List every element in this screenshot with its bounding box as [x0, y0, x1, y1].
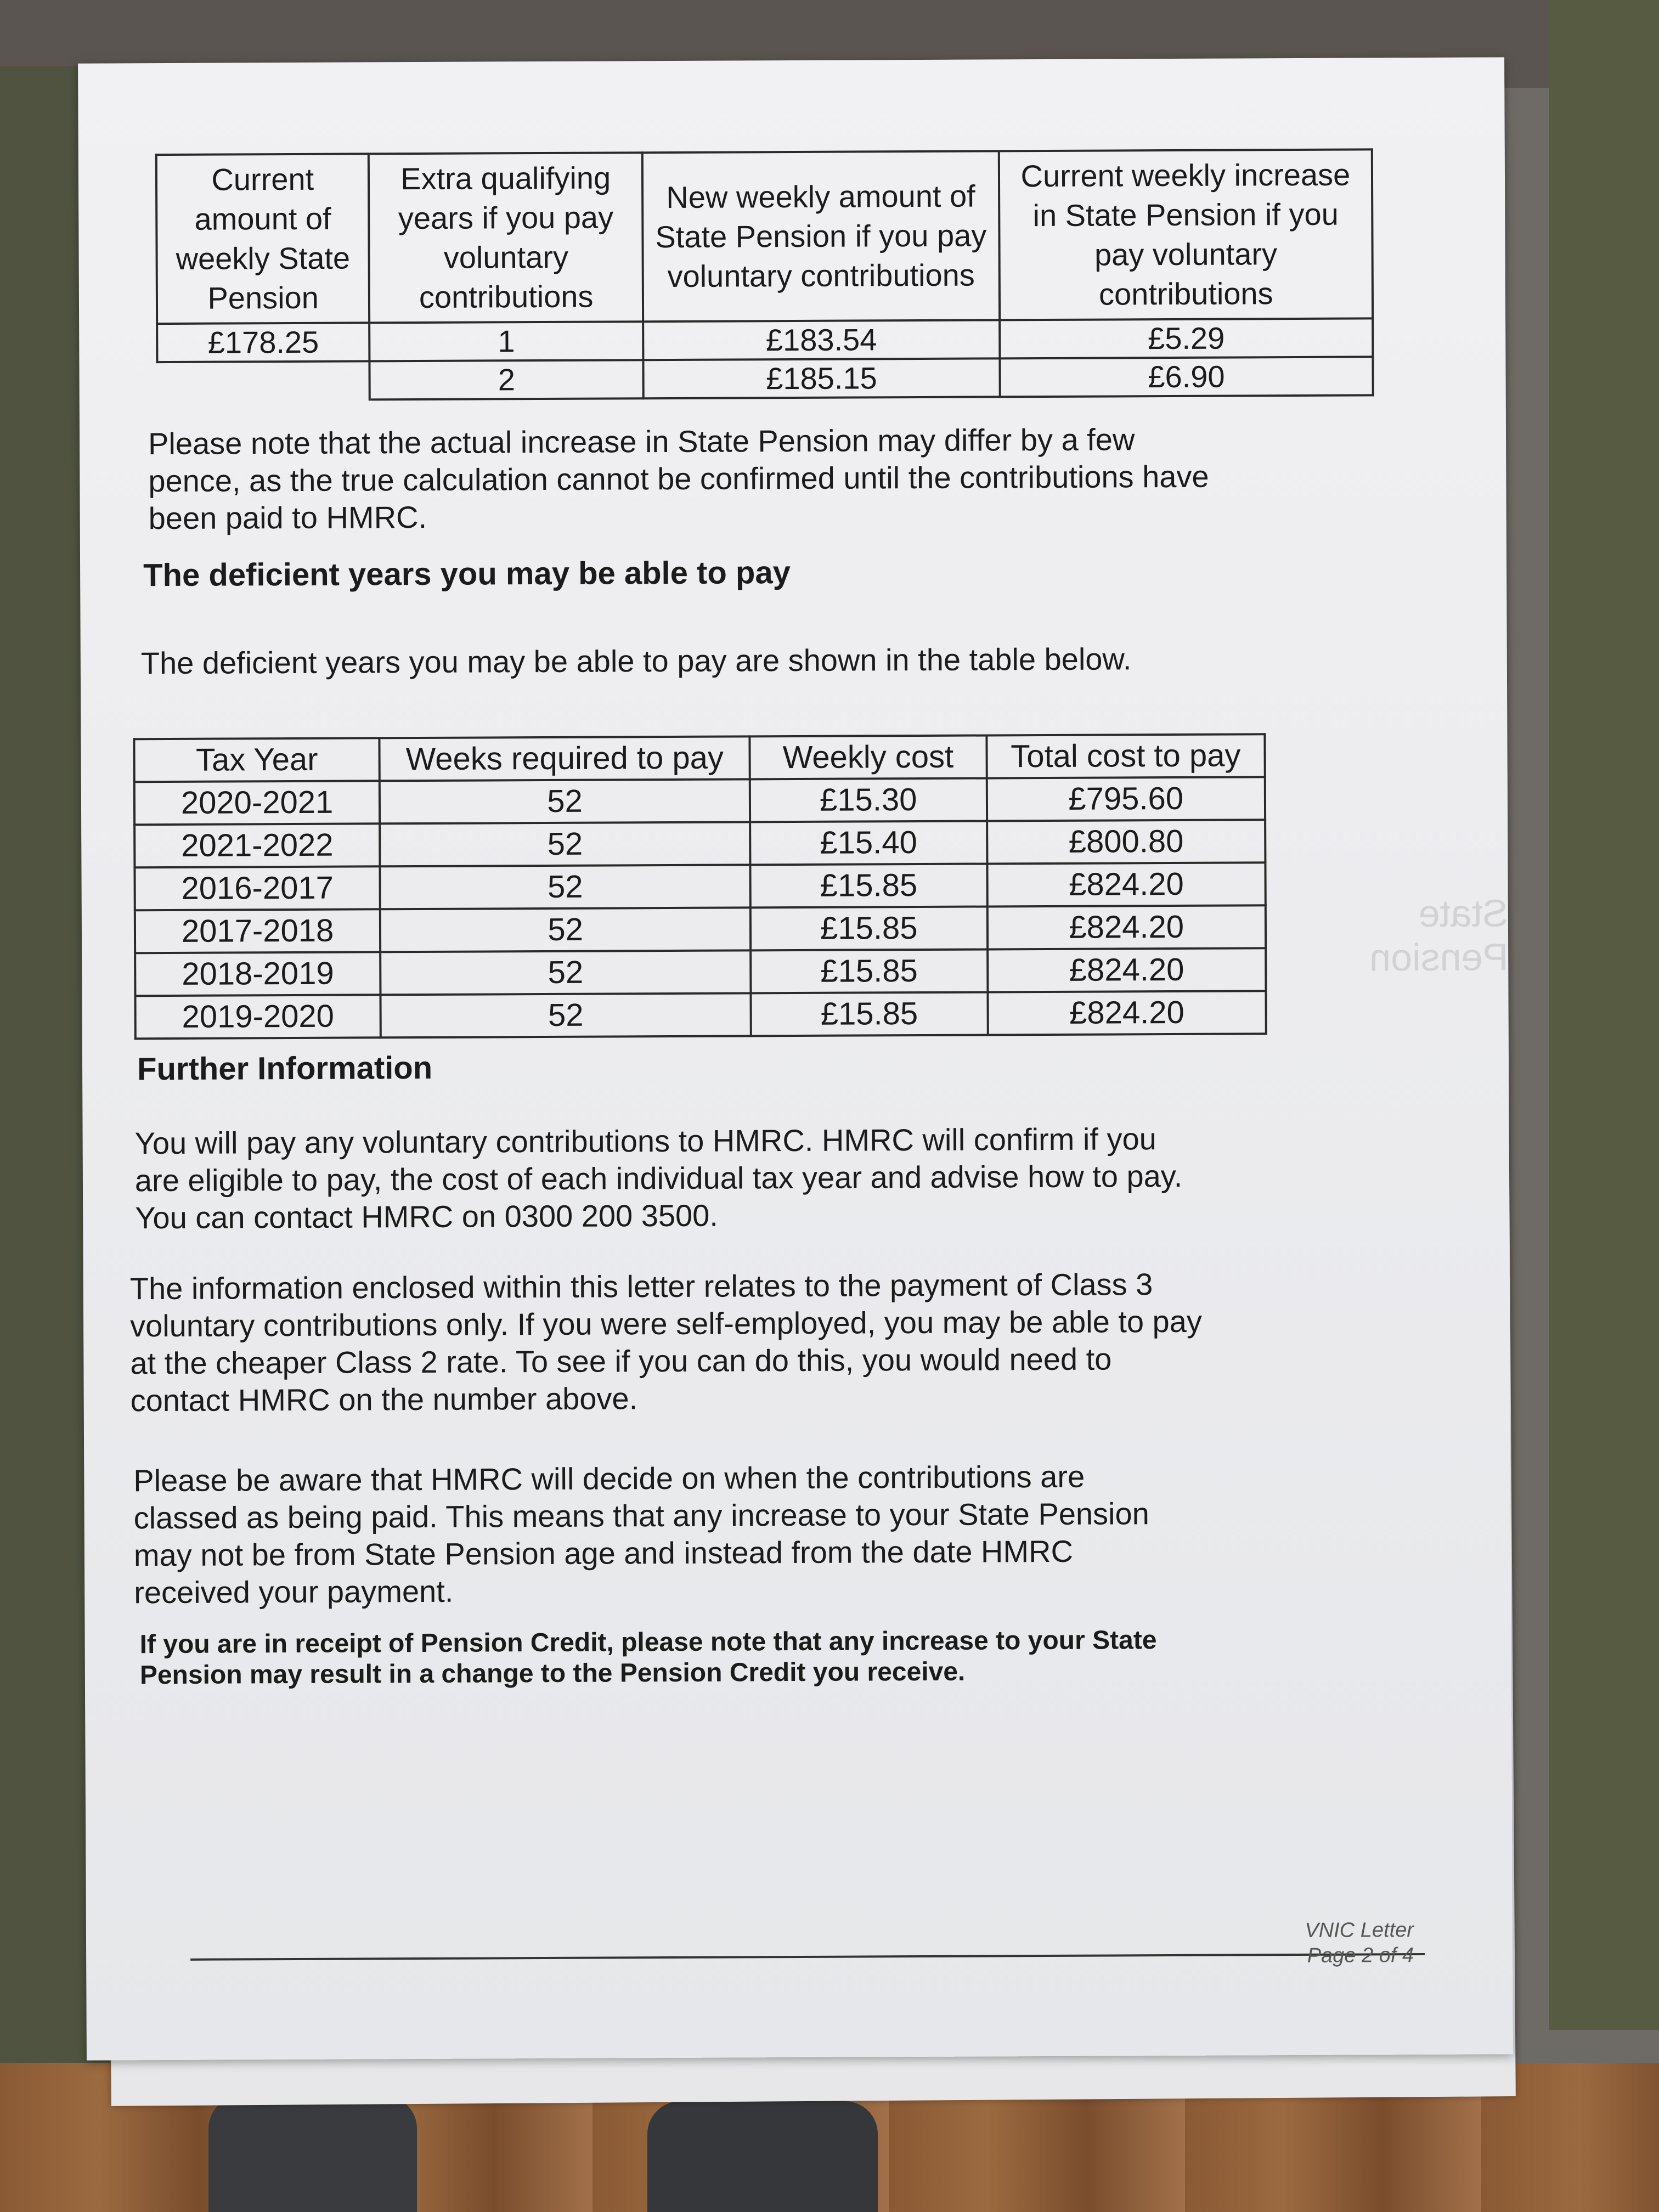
table-cell: £800.80 — [987, 820, 1266, 864]
table-cell: £824.20 — [987, 905, 1266, 949]
footer-divider — [190, 1953, 1425, 1961]
table-cell: 52 — [380, 950, 751, 995]
deficient-years-heading: The deficient years you may be able to pay — [143, 555, 791, 594]
table-cell: 2 — [370, 360, 644, 399]
letter-content — [78, 57, 1513, 2060]
table-cell — [157, 361, 370, 400]
table-cell: £15.85 — [751, 992, 988, 1036]
letter-page — [78, 57, 1513, 2060]
table-cell: £5.29 — [1000, 318, 1373, 358]
table-cell: £15.85 — [751, 949, 988, 993]
table-cell: £824.20 — [988, 948, 1266, 992]
left-foot — [208, 2096, 417, 2212]
table-cell: £178.25 — [157, 323, 370, 362]
table-cell: £824.20 — [987, 862, 1266, 906]
column-header: Current weekly increase in State Pension if you pay voluntary contributions — [999, 149, 1373, 320]
further-info-paragraph-1: You will pay any voluntary contributions to HMRC. HMRC will confirm if you are eligible to pay, the cost of each individual tax year and advise how to pay. You can contact HMRC on 0300 200 3500. — [134, 1121, 1183, 1235]
table-cell: £824.20 — [988, 991, 1266, 1035]
column-header: New weekly amount of State Pension if you pay voluntary contributions — [642, 151, 1000, 321]
column-header: Total cost to pay — [986, 734, 1265, 778]
pension-difference-note: Please note that the actual increase in State Pension may differ by a few pence, as the true calculation cannot be confirmed until the contributions have been paid to HMRC. — [148, 422, 1209, 536]
table-row — [157, 318, 1373, 362]
further-information-heading: Further Information — [137, 1049, 433, 1087]
page-number: Page 2 of 4 — [1307, 1944, 1414, 1967]
table-cell: 2019-2020 — [135, 995, 381, 1039]
pension-credit-note: If you are in receipt of Pension Credit, please note that any increase to your State Pension may result in a change to the Pension Credit you receive. — [139, 1626, 1157, 1690]
table-cell: 2021-2022 — [134, 823, 380, 867]
table-row — [134, 820, 1265, 867]
table-cell: £15.85 — [751, 864, 988, 907]
table-row — [135, 948, 1266, 996]
column-header: Extra qualifying years if you pay voluntary contributions — [369, 153, 643, 323]
table-cell: £15.40 — [750, 821, 987, 865]
table-row — [134, 777, 1265, 825]
deficient-years-table — [133, 733, 1267, 1040]
column-header: Weekly cost — [749, 735, 986, 779]
table-cell: 52 — [380, 907, 751, 952]
show-through-text: State Pension — [1369, 891, 1509, 979]
table-cell: 52 — [380, 865, 751, 909]
table-cell: 2017-2018 — [135, 909, 381, 953]
footer — [1282, 1917, 1414, 1968]
table-cell: £15.85 — [751, 906, 988, 950]
column-header: Weeks required to pay — [380, 736, 750, 781]
table-cell: £185.15 — [643, 358, 1000, 398]
table-cell: 2020-2021 — [134, 781, 380, 825]
letter-name: VNIC Letter — [1305, 1918, 1414, 1942]
table-row — [157, 357, 1373, 400]
table-cell: 52 — [380, 822, 750, 866]
pension-increase-table — [155, 148, 1374, 402]
table-row — [135, 991, 1266, 1039]
background-right — [1549, 0, 1659, 2030]
further-info-paragraph-2: The information enclosed within this letter relates to the payment of Class 3 voluntary contributions only. If you were self-employed, you may be able to pay at the cheaper Class 2 rate. To see if you can do this, you would need to contact HMRC on the number above. — [129, 1267, 1202, 1418]
table-cell: 52 — [380, 779, 750, 823]
table-cell: £6.90 — [1000, 357, 1373, 397]
table-header-row — [134, 734, 1265, 782]
table-cell: £183.54 — [643, 320, 1000, 360]
table-cell: 52 — [381, 993, 751, 1037]
deficient-years-intro: The deficient years you may be able to pay are shown in the table below. — [140, 641, 1132, 681]
table-row — [135, 905, 1266, 953]
table-cell: £795.60 — [986, 777, 1265, 821]
column-header: Current amount of weekly State Pension — [156, 154, 370, 324]
table-header-row — [156, 149, 1373, 324]
table-cell: 1 — [370, 321, 644, 361]
further-info-paragraph-3: Please be aware that HMRC will decide on when the contributions are classed as being paid. This means that any increase to your State Pension may not be from State Pension age and instead from the date HMRC received your payment. — [133, 1459, 1149, 1610]
table-cell: £15.30 — [750, 778, 987, 822]
table-row — [134, 862, 1265, 910]
right-foot — [647, 2101, 878, 2212]
table-cell: 2018-2019 — [135, 952, 381, 996]
column-header: Tax Year — [134, 738, 380, 782]
table-cell: 2016-2017 — [134, 866, 380, 910]
